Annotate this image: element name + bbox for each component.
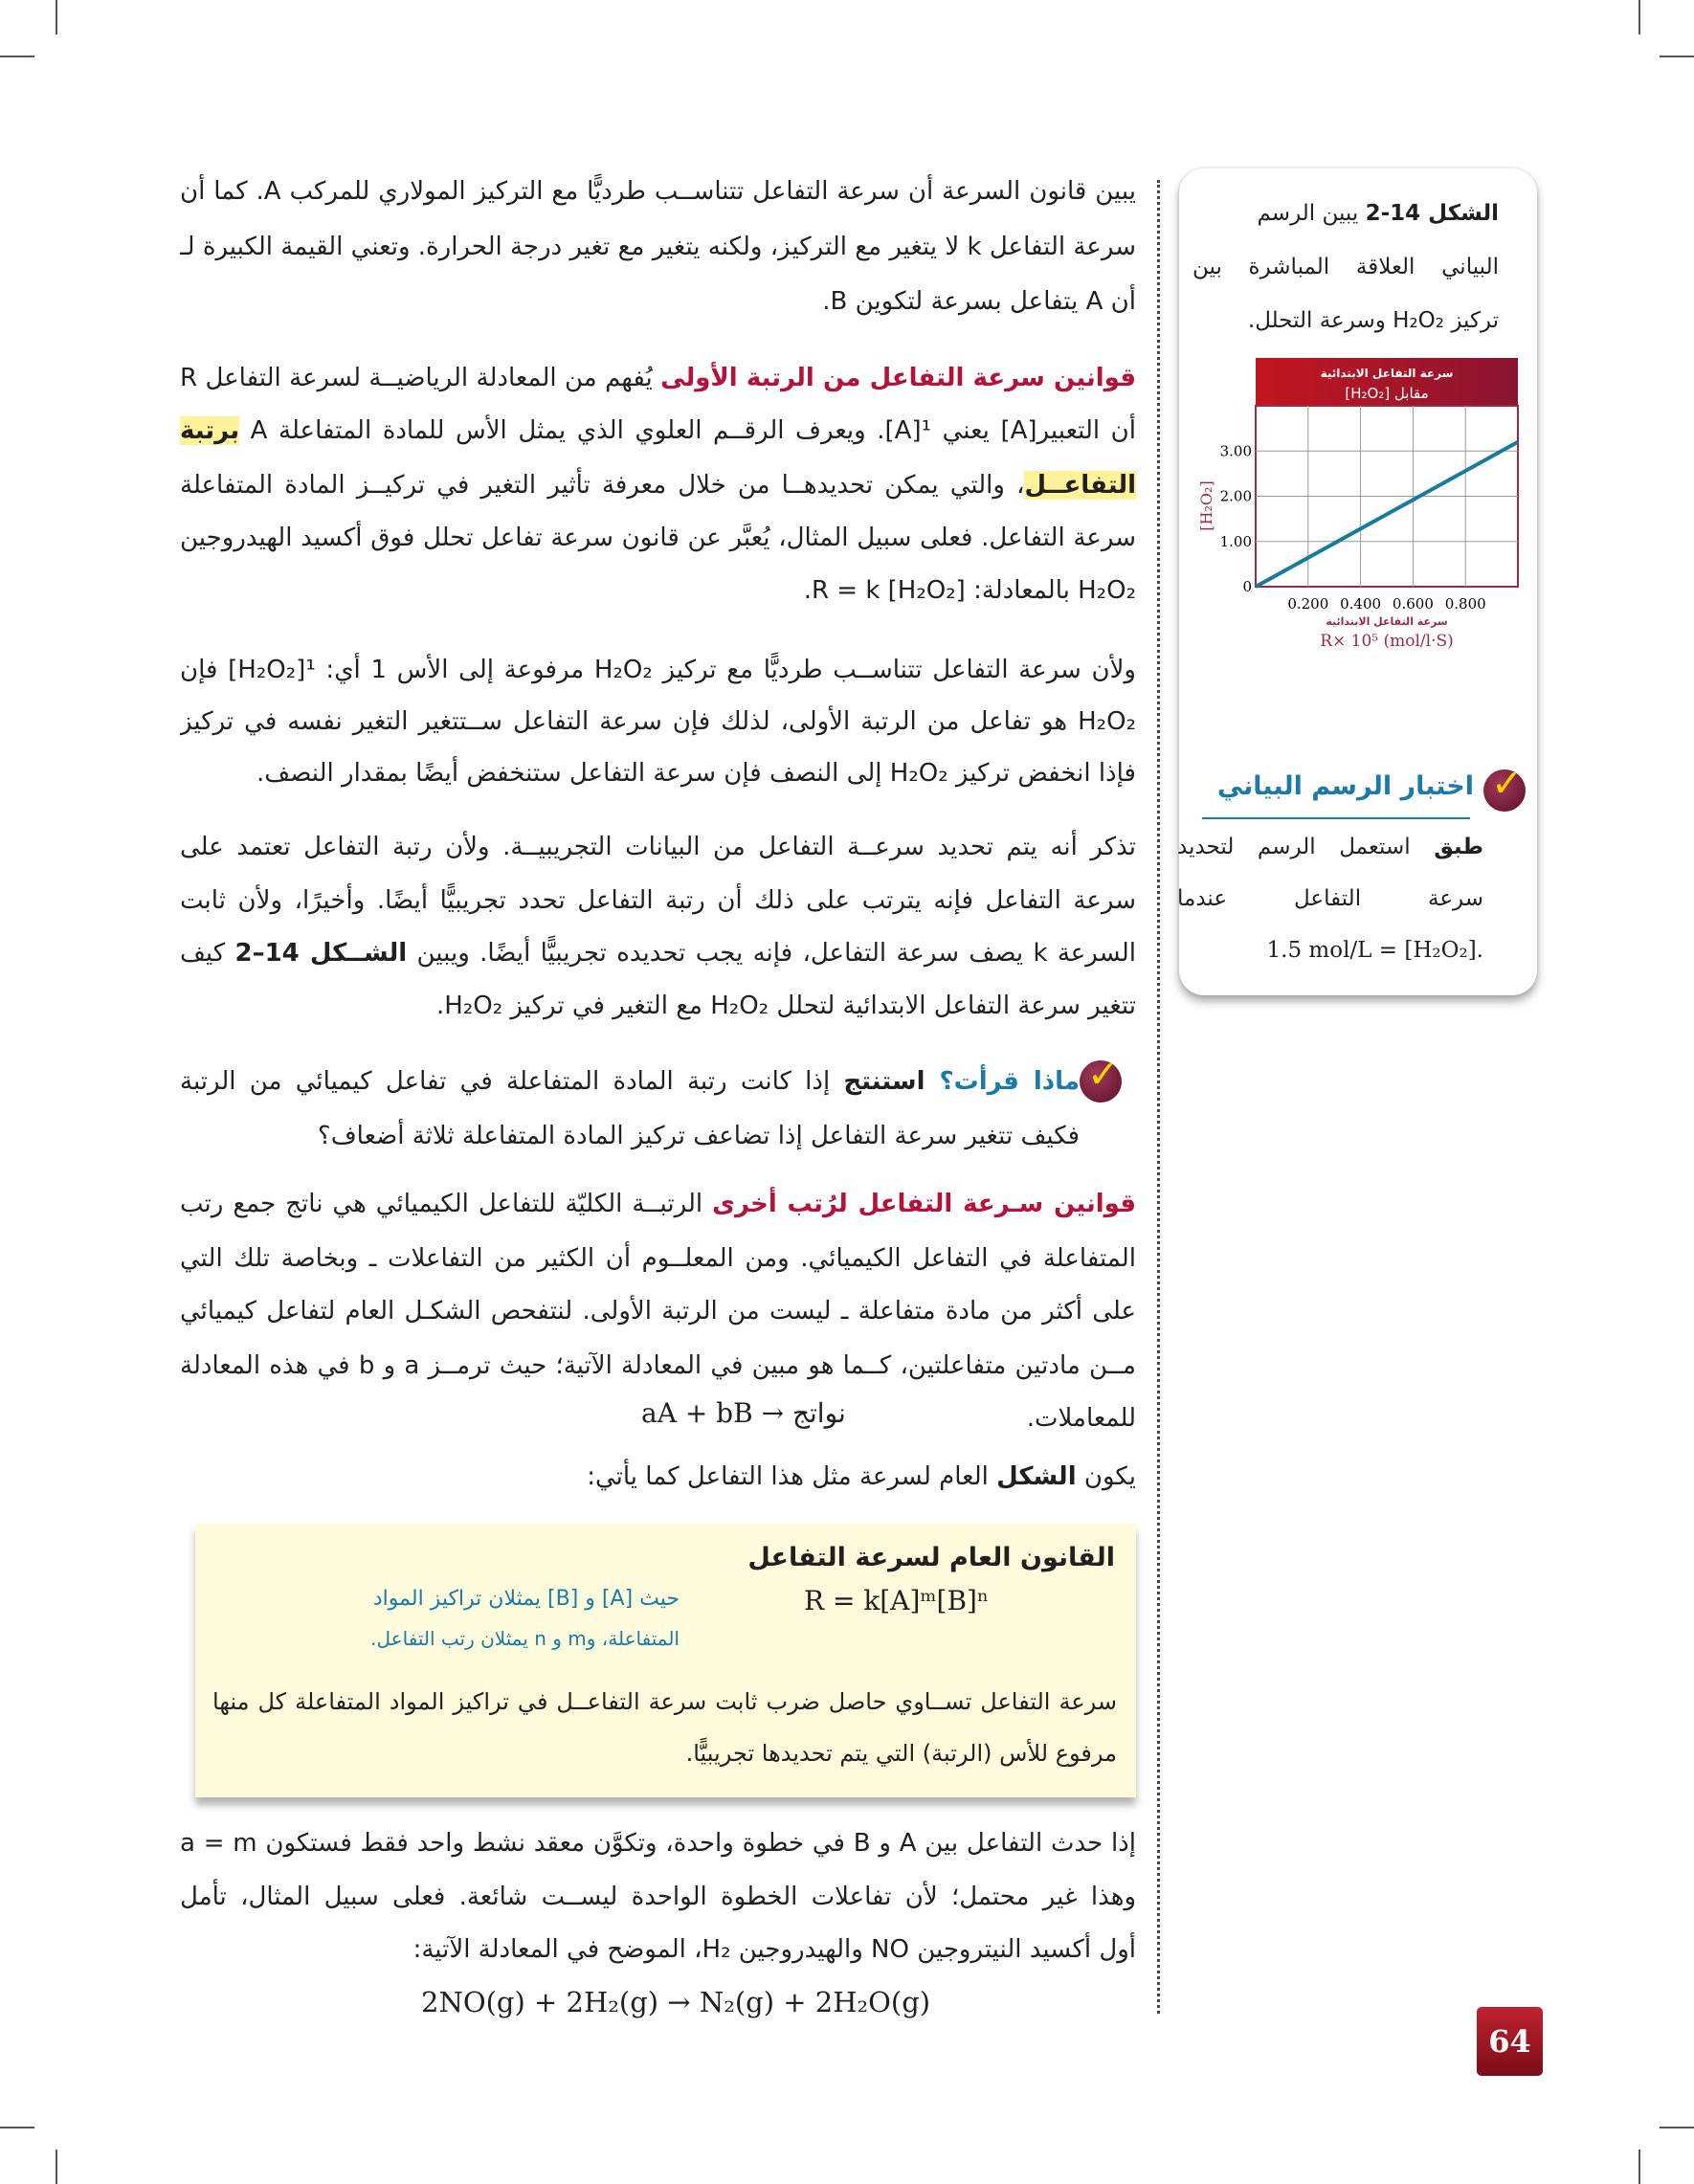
text-segment: يكون [1076, 1462, 1136, 1491]
y-tick-label: 3.00 [1219, 442, 1252, 460]
paragraph-4-line-0 [180, 1059, 1080, 1103]
caption-text: يبين الرسم [1257, 201, 1359, 226]
x-axis-label-ar: سرعة التفاعل الابتدائية [1326, 615, 1448, 628]
h2o2-rate-chart [1179, 350, 1537, 666]
y-tick-label: 0 [1242, 578, 1252, 595]
figure-caption-line-1 [1192, 201, 1499, 226]
text-segment: فكيف تتغير سرعة التفاعل إذا تضاعف تركيز المادة المتفاعلة ثلاثة أضعاف؟ [317, 1122, 1080, 1150]
equation-general: aA + bB → نواتج [641, 1397, 846, 1429]
figure-caption-line-2: البياني العلاقة المباشرة بين [1192, 255, 1499, 279]
page-number: 64 [1477, 2007, 1543, 2076]
section-heading: قوانين سرعة التفاعل من الرتبة الأولى [660, 364, 1136, 392]
equation-no-h2: 2NO(g) + 2H₂(g) → N₂(g) + 2H₂O(g) [421, 1986, 931, 2018]
paragraph-2-line-0 [180, 648, 1136, 692]
graph-check-underline [1202, 817, 1470, 819]
text-segment: سرعة التفاعل. فعلى سبيل المثال، يُعبَّر عن قانون سرعة تفاعل تحلل فوق أكسيد الهيدروجين [180, 524, 1136, 552]
paragraph-0-line-0 [180, 169, 1136, 213]
text-segment: سرعة التفاعل فإنه يترتب على ذلك أن رتبة التفاعل تحدد تجريبيًّا أيضًا. وأخيرًا، ولأن ثابت [180, 886, 1136, 915]
paragraph-5-line-2 [180, 1289, 1136, 1333]
crop-mark [1638, 2150, 1640, 2184]
graph-check-line-1 [1177, 835, 1483, 859]
crop-mark [56, 0, 57, 34]
text-segment: الشــكل 14–2 [234, 939, 408, 968]
text-segment: H₂O₂ بالمعادلة: R = k [H₂O₂]. [803, 576, 1136, 605]
paragraph-3-line-3 [180, 984, 1136, 1028]
text-segment: السرعة k يصف سرعة التفاعل، فإنه يجب تحديده تجريبيًّا أيضًا. ويبين [407, 939, 1136, 968]
crop-mark [1638, 0, 1640, 34]
apply-label: طبق [1434, 835, 1483, 859]
law-title: القانون العام لسرعة التفاعل [747, 1543, 1115, 1572]
key-term: برتبة [180, 416, 240, 445]
graph-check-text: استعمل الرسم لتحديد [1177, 835, 1435, 859]
paragraph-5-line-1 [180, 1237, 1136, 1281]
paragraph-1-line-4 [180, 568, 1136, 613]
text-segment: للمعاملات. [1026, 1404, 1136, 1433]
checkmark-icon: ✓ [1483, 769, 1526, 812]
text-segment: استنتج [843, 1067, 925, 1096]
text-segment: أن التعبير[A] يعني ¹[A]. ويعرف الرقــم العلوي الذي يمثل الأس للمادة المتفاعلة A [239, 416, 1136, 445]
crop-mark [0, 2127, 34, 2128]
paragraph-0-line-2 [180, 279, 1136, 323]
y-axis-label: [H₂O₂] [1197, 480, 1215, 531]
y-tick-label: 1.00 [1219, 532, 1252, 550]
text-segment: كيف [180, 939, 235, 968]
text-segment: تتغير سرعة التفاعل الابتدائية لتحلل H₂O₂ مع التغير في تركيز H₂O₂. [436, 992, 1136, 1020]
paragraph-7-line-2 [180, 1928, 1136, 1972]
paragraph-3-line-0 [180, 825, 1136, 869]
text-segment: أول أكسيد النيتروجين NO والهيدروجين H₂، الموضح في المعادلة الآتية: [412, 1935, 1136, 1964]
law-where-1: حيث [A] و [B] يمثلان تراكيز المواد [372, 1587, 680, 1611]
text-segment: سرعة التفاعل k لا يتغير مع التركيز، ولكنه يتغير مع تغير درجة الحرارة. وتعني القيمة الكبيرة لـ [180, 233, 1136, 261]
graph-check-title: اختبار الرسم البياني [1216, 771, 1474, 801]
text-segment: ، والتي يمكن تحديدهــا من خلال معرفة تأثير التغير في تركيــز المادة المتفاعلة [180, 471, 1025, 500]
graph-check-line-3: .[H₂O₂] = 1.5 mol/L [1266, 938, 1483, 963]
paragraph-5-line-0 [180, 1182, 1136, 1226]
text-segment: H₂O₂ هو تفاعل من الرتبة الأولى، لذلك فإن سرعة التفاعل ســتتغير التغير نفسه في تركيز [180, 707, 1136, 736]
checkmark-icon: ✓ [1080, 1060, 1122, 1103]
text-segment: ولأن سرعة التفاعل تتناســب طرديًّا مع تركيز H₂O₂ مرفوعة إلى الأس 1 أي: ¹[H₂O₂] فإن [180, 656, 1136, 684]
reading-check-label: ماذا قرأت؟ [925, 1067, 1080, 1096]
crop-mark [0, 56, 34, 57]
crop-mark [1660, 2127, 1694, 2128]
section-heading: قوانين سـرعة التفاعل لرُتب أخرى [712, 1190, 1136, 1218]
law-formula: R = k[A]ᵐ[B]ⁿ [804, 1585, 990, 1616]
paragraph-1-line-0 [180, 356, 1136, 400]
chart-title-line-1: سرعة التفاعل الابتدائية [1320, 367, 1454, 380]
law-where-2: المتفاعلة، وm و n يمثلان رتب التفاعل. [370, 1627, 680, 1650]
text-segment: مــن مادتين متفاعلتين، كــما هو مبين في المعادلة الآتية؛ حيث ترمــز a و b في هذه المعادلة [180, 1351, 1136, 1380]
x-axis-label: R× 10⁵ (mol/l·S) [1320, 632, 1454, 651]
paragraph-3-line-1 [180, 879, 1136, 923]
text-segment: المتفاعلة في التفاعل الكيميائي. ومن المعلــوم أن الكثير من التفاعلات ـ وبخاصة تلك التي [180, 1244, 1136, 1273]
x-tick-label: 0.800 [1444, 595, 1486, 613]
text-segment: يُفهم من المعادلة الرياضيــة لسرعة التفاعل R [180, 364, 653, 392]
paragraph-5-line-3 [180, 1344, 1136, 1388]
figure-sidebar [1179, 168, 1537, 995]
paragraph-3-line-2 [180, 931, 1136, 975]
paragraph-1-line-1 [180, 409, 1136, 453]
x-tick-label: 0.400 [1340, 595, 1382, 613]
y-tick-label: 2.00 [1219, 487, 1252, 505]
paragraph-7-line-1 [180, 1875, 1136, 1919]
graph-check-line-2: سرعة التفاعل عندما [1177, 886, 1483, 911]
text-segment: يبين قانون السرعة أن سرعة التفاعل تتناســب طرديًّا مع التركيز المولاري للمركب A. كما أن [180, 177, 1136, 206]
column-divider [1157, 180, 1160, 2014]
paragraph-7-line-0 [180, 1821, 1136, 1865]
chart-title-line-2: مقابل [H₂O₂] [1345, 385, 1429, 402]
text-segment: الشكل [996, 1462, 1077, 1491]
x-tick-label: 0.200 [1287, 595, 1329, 613]
text-segment: أن A يتفاعل بسرعة لتكوين B. [822, 287, 1136, 316]
key-term: التفاعــل [1024, 471, 1136, 500]
x-tick-label: 0.600 [1392, 595, 1434, 613]
text-segment: تذكر أنه يتم تحديد سرعــة التفاعل من البيانات التجريبيــة. ولأن رتبة التفاعل تعتمد على [180, 833, 1136, 861]
law-body-1: سرعة التفاعل تســاوي حاصل ضرب ثابت سرعة التفاعــل في تراكيز المواد المتفاعلة كل منها [212, 1688, 1117, 1715]
paragraph-0-line-1 [180, 225, 1136, 269]
paragraph-2-line-1 [180, 700, 1136, 744]
paragraph-4-line-1 [180, 1114, 1080, 1158]
text-segment: فإذا انخفض تركيز H₂O₂ إلى النصف فإن سرعة التفاعل ستنخفض أيضًا بمقدار النصف. [256, 759, 1136, 788]
figure-label: الشكل 14-2 [1365, 201, 1499, 226]
figure-caption-line-3: تركيز H₂O₂ وسرعة التحلل. [1247, 308, 1499, 333]
law-body-2: مرفوع للأس (الرتبة) التي يتم تحديدها تجريبيًّا. [685, 1740, 1117, 1767]
paragraph-6-line-0 [180, 1455, 1136, 1499]
text-segment: الرتبــة الكليّة للتفاعل الكيميائي هي ناتج جمع رتب [180, 1190, 703, 1218]
text-segment: إذا كانت رتبة المادة المتفاعلة في تفاعل كيميائي من الرتبة [180, 1067, 831, 1096]
text-segment: إذا حدث التفاعل بين A و B في خطوة واحدة، وتكوَّن معقد نشط واحد فقط فستكون a = m [180, 1829, 1136, 1858]
general-rate-law-box [195, 1524, 1136, 1797]
text-segment: وهذا غير محتمل؛ لأن تفاعلات الخطوة الواحدة ليســت شائعة. فعلى سبيل المثال، تأمل [180, 1883, 1136, 1911]
paragraph-1-line-2 [180, 463, 1136, 507]
paragraph-2-line-2 [180, 751, 1136, 795]
paragraph-1-line-3 [180, 516, 1136, 560]
crop-mark [56, 2150, 57, 2184]
text-segment: العام لسرعة مثل هذا التفاعل كما يأتي: [587, 1462, 997, 1491]
crop-mark [1660, 56, 1694, 57]
text-segment: على أكثر من مادة متفاعلة ـ ليست من الرتبة الأولى. لنتفحص الشكـل العام لتفاعل كيميائي [180, 1297, 1136, 1326]
